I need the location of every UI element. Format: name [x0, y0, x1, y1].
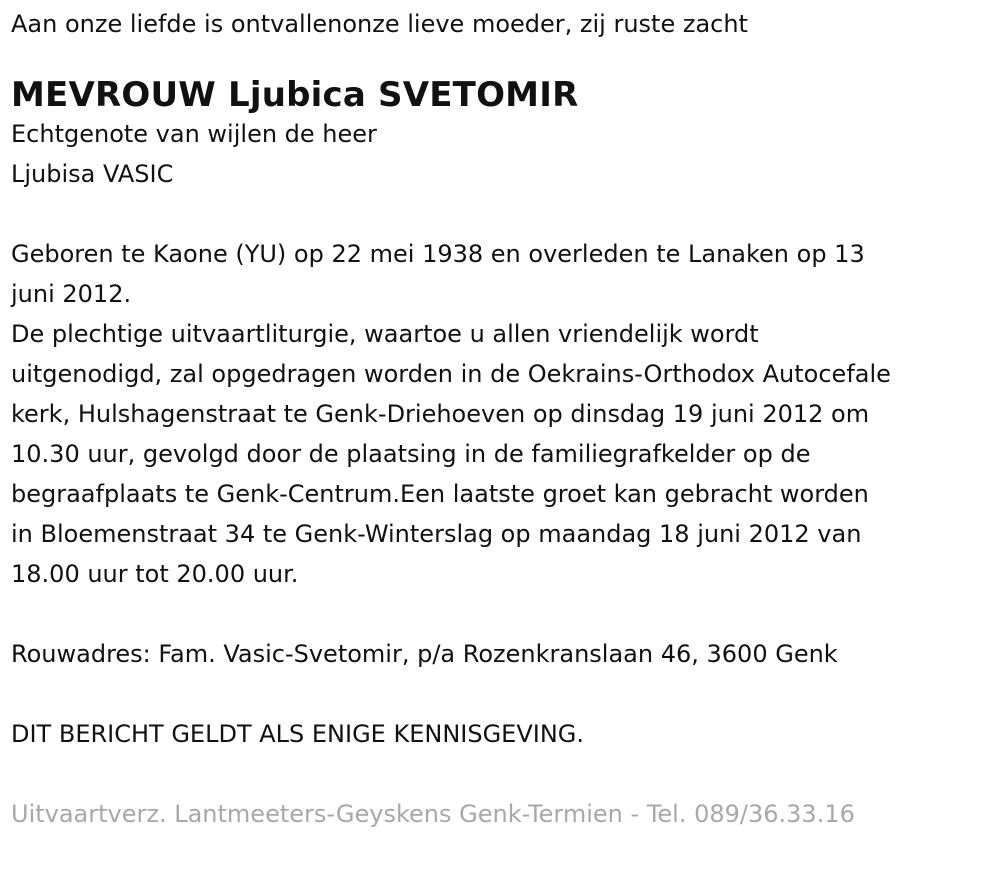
announcement-line: uitgenodigd, zal opgedragen worden in de Oekrains-Orthodox Autocefale [11, 360, 891, 388]
deceased-name: MEVROUW Ljubica SVETOMIR [11, 75, 579, 115]
notice-statement: DIT BERICHT GELDT ALS ENIGE KENNISGEVING. [11, 720, 585, 748]
announcement-line: 10.30 uur, gevolgd door de plaatsing in de familiegrafkelder op de [11, 440, 811, 468]
announcement-line: kerk, Hulshagenstraat te Genk-Driehoeven op dinsdag 19 juni 2012 om [11, 400, 870, 428]
announcement-text [11, 234, 988, 594]
mourning-address: Rouwadres: Fam. Vasic-Svetomir, p/a Rozenkranslaan 46, 3600 Genk [11, 640, 838, 668]
announcement-line: in Bloemenstraat 34 te Genk-Winterslag op maandag 18 juni 2012 van [11, 520, 862, 548]
announcement-line: De plechtige uitvaartliturgie, waartoe u allen vriendelijk wordt [11, 320, 759, 348]
spouse-line-1: Echtgenote van wijlen de heer [11, 120, 377, 148]
spouse-line-2: Ljubisa VASIC [11, 160, 174, 188]
announcement-line: begraafplaats te Genk-Centrum.Een laatste groet kan gebracht worden [11, 480, 869, 508]
spouse-info [11, 114, 988, 194]
announcement-line: Geboren te Kaone (YU) op 22 mei 1938 en overleden te Lanaken op 13 [11, 240, 865, 268]
funeral-home-footer: Uitvaartverz. Lantmeeters-Geyskens Genk-Termien - Tel. 089/36.33.16 [11, 800, 855, 828]
intro-line: Aan onze liefde is ontvallenonze lieve moeder, zij ruste zacht [11, 10, 748, 38]
announcement-line: juni 2012. [11, 280, 132, 308]
announcement-line: 18.00 uur tot 20.00 uur. [11, 560, 299, 588]
